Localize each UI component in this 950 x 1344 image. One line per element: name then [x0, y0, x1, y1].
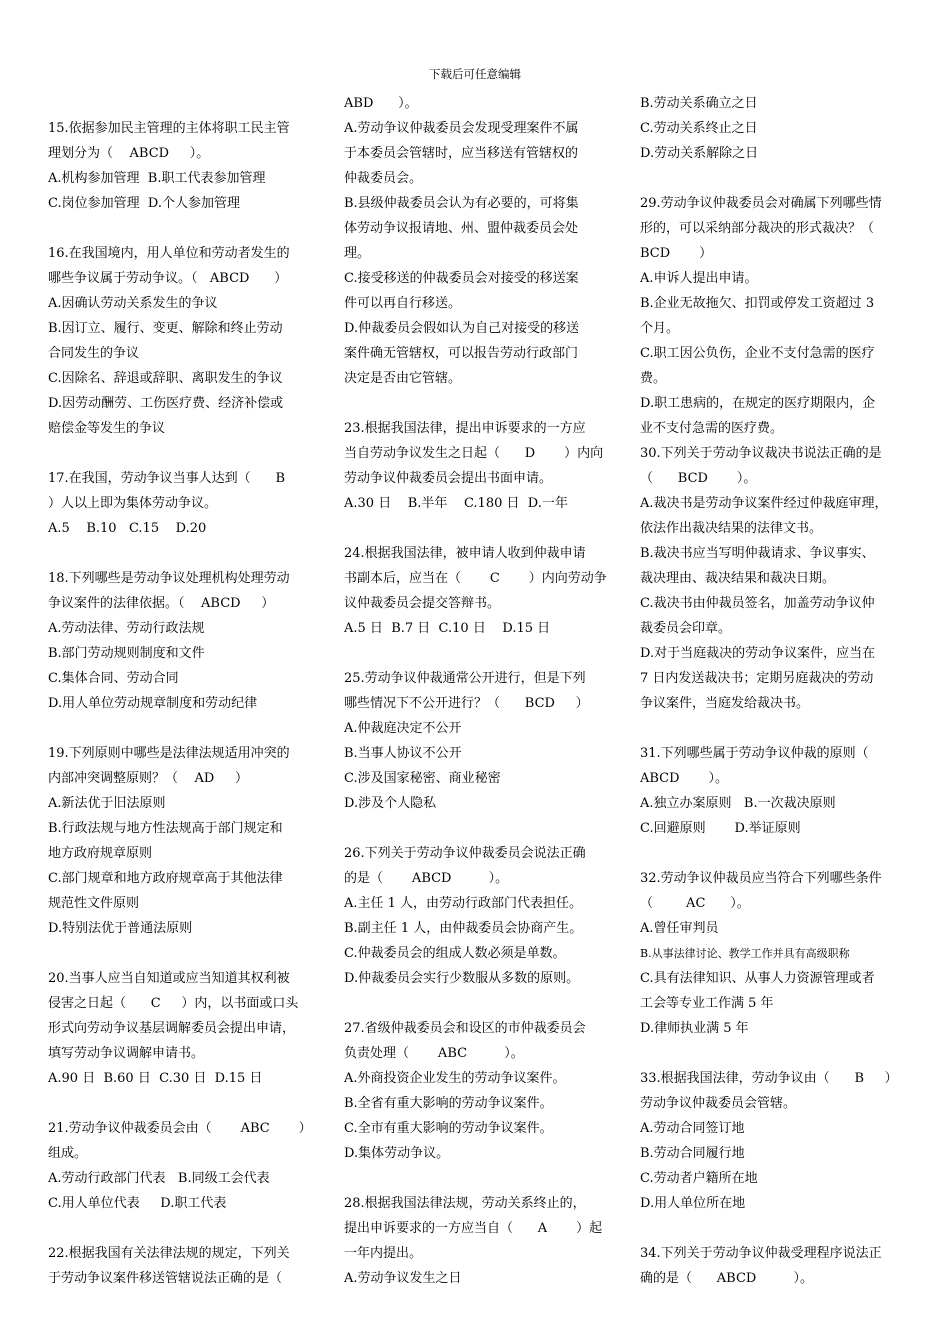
text-line: C.岗位参加管理 D.个人参加管理 [48, 196, 240, 211]
text-line: 19.下列原则中哪些是法律法规适用冲突的 [48, 746, 290, 761]
text-line: ABCD ）。 [640, 771, 728, 786]
text-line: 地方政府规章原则 [48, 846, 153, 861]
text-line [344, 991, 610, 1016]
text-line: A.劳动合同签订地 [640, 1121, 745, 1136]
text-line: 33.根据我国法律，劳动争议由（ B ） [640, 1071, 898, 1086]
text-line: D.用人单位劳动规章制度和劳动纪律 [48, 696, 258, 711]
text-line: 24.根据我国法律，被申请人收到仲裁申请 [344, 546, 586, 561]
text-line: 案件确无管辖权，可以报告劳动行政部门 [344, 346, 579, 361]
text-line: B.当事人协议不公开 [344, 746, 462, 761]
text-line [344, 391, 610, 416]
text-line: B.全省有重大影响的劳动争议案件。 [344, 1096, 553, 1111]
text-line: C.劳动者户籍所在地 [640, 1171, 758, 1186]
text-line [48, 1091, 316, 1116]
text-line: C.职工因公负伤，企业不支付急需的医疗 [640, 346, 875, 361]
text-line: D.特别法优于普通法原则 [48, 921, 193, 936]
text-line: 裁委员会印章。 [640, 621, 732, 636]
text-line: B.从事法律讨论、教学工作并具有高级职称 [640, 947, 850, 960]
text-line: 侵害之日起（ C ）内，以书面或口头 [48, 996, 299, 1011]
text-line: A.裁决书是劳动争议案件经过仲裁庭审理， [640, 496, 888, 511]
text-line: 28.根据我国法律法规，劳动关系终止的， [344, 1196, 586, 1211]
text-line: 提出申诉要求的一方应当自（ A ）起 [344, 1221, 603, 1236]
text-column-left [48, 91, 316, 1291]
text-line: A.劳动法律、劳动行政法规 [48, 621, 205, 636]
text-line: （ AC ）。 [640, 896, 750, 911]
text-line: 确的是（ ABCD ）。 [640, 1271, 814, 1286]
text-line: A.5 日 B.7 日 C.10 日 D.15 日 [344, 621, 551, 636]
text-line [640, 166, 912, 191]
text-line [344, 816, 610, 841]
text-line [640, 841, 912, 866]
text-line: 16.在我国境内，用人单位和劳动者发生的 [48, 246, 290, 261]
text-line: 依法作出裁决结果的法律文书。 [640, 521, 823, 536]
text-column-middle [344, 91, 610, 1291]
text-line: 哪些情况下不公开进行？（ BCD ） [344, 696, 589, 711]
text-line: C.裁决书由仲裁员签名，加盖劳动争议仲 [640, 596, 875, 611]
text-line: A.30 日 B.半年 C.180 日 D.一年 [344, 496, 568, 511]
text-line: D.仲裁委员会实行少数服从多数的原则。 [344, 971, 580, 986]
text-line: B.行政法规与地方性法规高于部门规定和 [48, 821, 283, 836]
text-line: 29.劳动争议仲裁委员会对确属下列哪些情 [640, 196, 882, 211]
text-line: 书副本后，应当在（ C ）内向劳动争 [344, 571, 607, 586]
text-line: 26.下列关于劳动争议仲裁委员会说法正确 [344, 846, 586, 861]
text-line: B.县级仲裁委员会认为有必要的，可将集 [344, 196, 579, 211]
text-line: D.因劳动酬劳、工伤医疗费、经济补偿或 [48, 396, 284, 411]
text-line: B.劳动关系确立之日 [640, 96, 758, 111]
text-line: 22.根据我国有关法律法规的规定，下列关 [48, 1246, 290, 1261]
text-line: 劳动争议仲裁委员会管辖。 [640, 1096, 797, 1111]
text-line: C.回避原则 D.举证原则 [640, 821, 801, 836]
text-line: B.部门劳动规则制度和文件 [48, 646, 205, 661]
text-line: D.用人单位所在地 [640, 1196, 746, 1211]
text-line: 32.劳动争议仲裁员应当符合下列哪些条件 [640, 871, 882, 886]
text-line: 于劳动争议案件移送管辖说法正确的是（ [48, 1271, 283, 1286]
text-line: A.5 B.10 C.15 D.20 [48, 521, 207, 536]
text-line: 议仲裁委员会提交答辩书。 [344, 596, 501, 611]
text-line: C.用人单位代表 D.职工代表 [48, 1196, 227, 1211]
text-line: 体劳动争议报请地、州、盟仲裁委员会处 [344, 221, 579, 236]
text-line: 30.下列关于劳动争议裁决书说法正确的是 [640, 446, 882, 461]
text-line: （ BCD ）。 [640, 471, 757, 486]
text-line: C.因除名、辞退或辞职、离职发生的争议 [48, 371, 283, 386]
text-line [48, 541, 316, 566]
text-line: 组成。 [48, 1146, 88, 1161]
text-line: 裁决理由、裁决结果和裁决日期。 [640, 571, 836, 586]
text-line: 7 日内发送裁决书；定期另庭裁决的劳动 [640, 671, 874, 686]
text-line: 费。 [640, 371, 667, 386]
text-line: 27.省级仲裁委员会和设区的市仲裁委员会 [344, 1021, 586, 1036]
text-line: ）人以上即为集体劳动争议。 [48, 496, 218, 511]
text-line: ABD ）。 [344, 96, 418, 111]
text-line: 理。 [344, 246, 371, 261]
text-column-right [640, 91, 912, 1291]
text-line: A.机构参加管理 B.职工代表参加管理 [48, 171, 266, 186]
text-line: 合同发生的争议 [48, 346, 140, 361]
text-line: 形的，可以采纳部分裁决的形式裁决？（ [640, 221, 875, 236]
text-line: 形式向劳动争议基层调解委员会提出申请， [48, 1021, 296, 1036]
text-line: 负责处理（ ABC ）。 [344, 1046, 524, 1061]
text-line: C.具有法律知识、从事人力资源管理或者 [640, 971, 875, 986]
text-line: 规范性文件原则 [48, 896, 140, 911]
text-line: C.部门规章和地方政府规章高于其他法律 [48, 871, 283, 886]
text-line: D.对于当庭裁决的劳动争议案件，应当在 [640, 646, 876, 661]
text-line: 个月。 [640, 321, 680, 336]
text-line: A.新法优于旧法原则 [48, 796, 166, 811]
text-line: B.劳动合同履行地 [640, 1146, 745, 1161]
text-line [48, 941, 316, 966]
text-line: D.职工患病的，在规定的医疗期限内，企 [640, 396, 876, 411]
text-line: A.因确认劳动关系发生的争议 [48, 296, 218, 311]
text-line: 争议案件的法律依据。（ ABCD ） [48, 596, 275, 611]
text-line: C.全市有重大影响的劳动争议案件。 [344, 1121, 553, 1136]
text-line: 件可以再自行移送。 [344, 296, 462, 311]
text-line: BCD ） [640, 246, 713, 261]
text-line: D.劳动关系解除之日 [640, 146, 759, 161]
text-line: 理划分为（ ABCD ）。 [48, 146, 210, 161]
text-line: 23.根据我国法律，提出申诉要求的一方应 [344, 421, 586, 436]
text-line: 劳动争议仲裁委员会提出书面申请。 [344, 471, 553, 486]
text-line: 的是（ ABCD ）。 [344, 871, 509, 886]
text-line [640, 716, 912, 741]
text-line: A.90 日 B.60 日 C.30 日 D.15 日 [48, 1071, 263, 1086]
text-line: 于本委员会管辖时，应当移送有管辖权的 [344, 146, 579, 161]
text-line: 31.下列哪些属于劳动争议仲裁的原则（ [640, 746, 869, 761]
text-line: 15.依据参加民主管理的主体将职工民主管 [48, 121, 290, 136]
text-line [48, 216, 316, 241]
text-line [344, 516, 610, 541]
text-line: B.企业无故拖欠、扣罚或停发工资超过 3 [640, 296, 875, 311]
text-line: C.集体合同、劳动合同 [48, 671, 179, 686]
text-line [640, 1041, 912, 1066]
text-line: 一年内提出。 [344, 1246, 423, 1261]
text-line: D.律师执业满 5 年 [640, 1021, 749, 1036]
text-line: A.曾任审判员 [640, 921, 719, 936]
page-header: 下载后可任意编辑 [429, 67, 521, 81]
text-line [48, 716, 316, 741]
text-line: 17.在我国，劳动争议当事人达到（ B [48, 471, 286, 486]
text-line: A.仲裁庭决定不公开 [344, 721, 462, 736]
text-line: D.涉及个人隐私 [344, 796, 437, 811]
text-line: 赔偿金等发生的争议 [48, 421, 166, 436]
text-line: C.接受移送的仲裁委员会对接受的移送案 [344, 271, 579, 286]
text-line: A.劳动争议仲裁委员会发现受理案件不属 [344, 121, 579, 136]
text-line: D.集体劳动争议。 [344, 1146, 450, 1161]
text-line: 18.下列哪些是劳动争议处理机构处理劳动 [48, 571, 290, 586]
text-line [640, 1216, 912, 1241]
text-line: 内部冲突调整原则？（ AD ） [48, 771, 249, 786]
text-line: B.副主任 1 人，由仲裁委员会协商产生。 [344, 921, 583, 936]
text-line: C.涉及国家秘密、商业秘密 [344, 771, 501, 786]
text-line: 25.劳动争议仲裁通常公开进行，但是下列 [344, 671, 586, 686]
text-line: 哪些争议属于劳动争议。（ ABCD ） [48, 271, 288, 286]
text-line: 业不支付急需的医疗费。 [640, 421, 784, 436]
text-line: C.劳动关系终止之日 [640, 121, 758, 136]
text-line: 21.劳动争议仲裁委员会由（ ABC ） [48, 1121, 312, 1136]
text-line [48, 1216, 316, 1241]
text-line: 争议案件，当庭发给裁决书。 [640, 696, 810, 711]
text-line: A.劳动争议发生之日 [344, 1271, 462, 1286]
text-line: 34.下列关于劳动争议仲裁受理程序说法正 [640, 1246, 882, 1261]
text-line: 工会等专业工作满 5 年 [640, 996, 774, 1011]
text-line: A.独立办案原则 B.一次裁决原则 [640, 796, 836, 811]
text-line: 当自劳动争议发生之日起（ D ）内向 [344, 446, 604, 461]
text-line [48, 91, 316, 116]
text-line: A.申诉人提出申请。 [640, 271, 758, 286]
text-line: 仲裁委员会。 [344, 171, 423, 186]
text-line: B.因订立、履行、变更、解除和终止劳动 [48, 321, 283, 336]
text-line [48, 441, 316, 466]
text-line: A.主任 1 人，由劳动行政部门代表担任。 [344, 896, 583, 911]
text-line [344, 641, 610, 666]
text-line: A.劳动行政部门代表 B.同级工会代表 [48, 1171, 270, 1186]
text-line [344, 1166, 610, 1191]
text-line: 决定是否由它管辖。 [344, 371, 462, 386]
text-line: D.仲裁委员会假如认为自己对接受的移送 [344, 321, 580, 336]
text-line: 20.当事人应当自知道或应当知道其权利被 [48, 971, 290, 986]
text-line: 填写劳动争议调解申请书。 [48, 1046, 205, 1061]
text-line: C.仲裁委员会的组成人数必须是单数。 [344, 946, 566, 961]
text-line: A.外商投资企业发生的劳动争议案件。 [344, 1071, 566, 1086]
text-line: B.裁决书应当写明仲裁请求、争议事实、 [640, 546, 875, 561]
